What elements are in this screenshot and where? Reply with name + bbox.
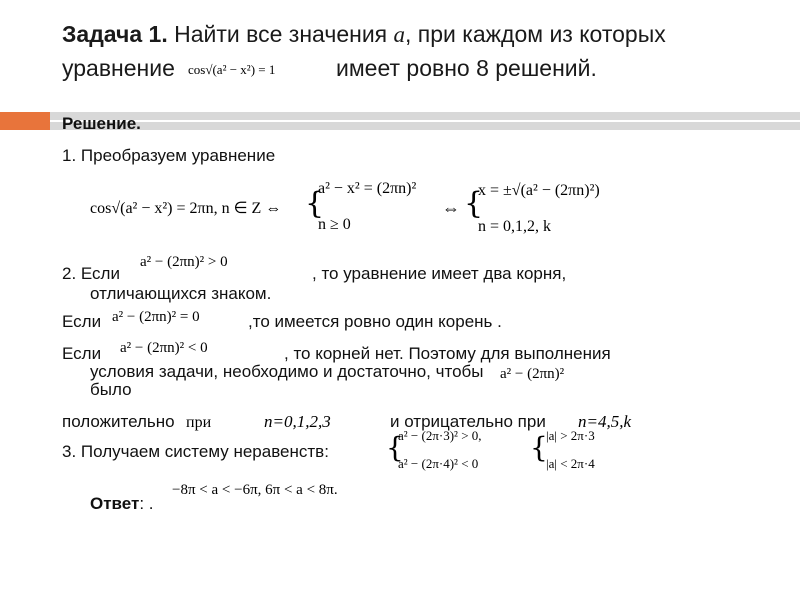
title-line2-end: имеет ровно 8 решений. bbox=[336, 55, 597, 81]
title-var-a: a bbox=[393, 22, 406, 47]
eq0-prefix: Если bbox=[62, 312, 102, 331]
lt0-text3: было bbox=[90, 380, 132, 399]
title-line2-start: уравнение bbox=[62, 55, 175, 81]
title-text-part2: , при каждом из которых bbox=[405, 21, 666, 47]
title-text-part1: Найти все значения bbox=[167, 21, 394, 47]
positive-n-values: n=0,1,2,3 bbox=[264, 412, 331, 431]
eq0-text: ,то имеется ровно один корень . bbox=[248, 312, 502, 331]
negative-n-values: n=4,5,k bbox=[578, 412, 632, 431]
divider-gap bbox=[50, 120, 800, 122]
answer-label: Ответ bbox=[90, 494, 140, 513]
title-line2 bbox=[62, 52, 175, 84]
lt0-prefix: Если bbox=[62, 344, 102, 363]
sys3-result2: |a| < 2π·4 bbox=[546, 456, 595, 471]
answer-value: −8π < a < −6π, 6π < a < 8π. bbox=[172, 482, 338, 498]
lt0-text: , то корней нет. Поэтому для выполнения bbox=[284, 344, 611, 363]
title-task-label: Задача 1. bbox=[62, 21, 168, 47]
step2-text: , то уравнение имеет два корня, bbox=[312, 264, 567, 283]
step1-text: 1. Преобразуем уравнение bbox=[62, 146, 276, 165]
solution-heading: Решение. bbox=[62, 114, 141, 133]
step3-text: 3. Получаем систему неравенств: bbox=[62, 442, 329, 461]
system-main-equation: cos√(a² − x²) = 2πn, n ∈ Z ⇔ bbox=[90, 200, 282, 217]
system2-brace: { bbox=[464, 186, 484, 221]
system2-line2: n = 0,1,2, k bbox=[478, 218, 552, 235]
positive-pri: при bbox=[186, 414, 212, 431]
system1-line1: a² − x² = (2πn)² bbox=[318, 180, 417, 197]
step2-condition: a² − (2πn)² > 0 bbox=[140, 254, 228, 270]
system1-brace: { bbox=[305, 186, 325, 221]
lt0-overlay-expression: a² − (2πn)² bbox=[500, 366, 565, 382]
system1-line2: n ≥ 0 bbox=[318, 216, 351, 233]
page-title bbox=[62, 18, 666, 51]
positive-text: положительно bbox=[62, 412, 175, 431]
answer-tail: : . bbox=[139, 494, 154, 513]
sys3-result-brace: { bbox=[530, 431, 548, 464]
lt0-condition: a² − (2πn)² < 0 bbox=[120, 340, 208, 356]
step2-text2: отличающихся знаком. bbox=[90, 284, 272, 303]
system2-line1: x = ±√(a² − (2πn)²) bbox=[478, 182, 600, 199]
system-arrow: ⇔ bbox=[442, 198, 460, 218]
step2-prefix: 2. Если bbox=[62, 264, 120, 283]
answer-line bbox=[90, 494, 154, 514]
lt0-text2: условия задачи, необходимо и достаточно, чтобы bbox=[90, 362, 484, 381]
sys3-line2: a² − (2π·4)² < 0 bbox=[398, 456, 479, 471]
title-equation: cos√(a² − x²) = 1 bbox=[188, 62, 276, 77]
sys3-line1: a² − (2π·3)² > 0, bbox=[398, 428, 482, 443]
eq0-condition: a² − (2πn)² = 0 bbox=[112, 309, 200, 325]
accent-bar bbox=[0, 112, 50, 130]
sys3-brace: { bbox=[386, 431, 404, 464]
sys3-result1: |a| > 2π·3 bbox=[546, 428, 595, 443]
negative-text: и отрицательно при bbox=[390, 412, 546, 431]
